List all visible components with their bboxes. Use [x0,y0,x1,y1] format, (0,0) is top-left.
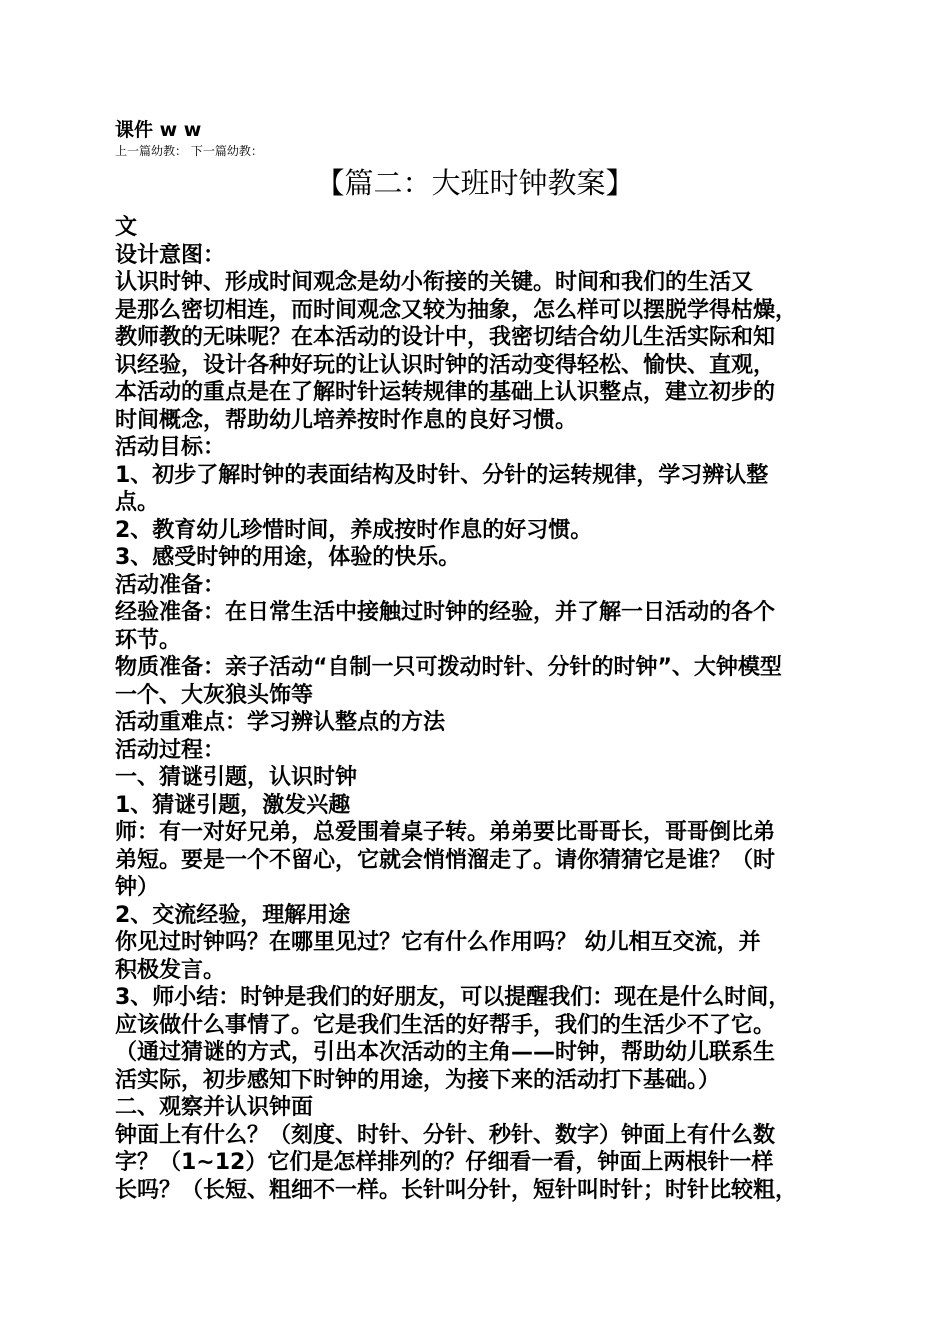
text-line: 1、初步了解时钟的表面结构及时针、分针的运转规律，学习辨认整 [115,462,769,488]
text-line: 认识时钟、形成时间观念是幼小衔接的关键。时间和我们的生活又 [115,270,754,295]
text-line: 3、感受时钟的用途，体验的快乐。 [115,545,461,570]
text-line: 字？（1~12）它们是怎样排列的？仔细看一看，钟面上两根针一样 [115,1150,774,1175]
text-line: 教师教的无味呢？在本活动的设计中，我密切结合幼儿生活实际和知 [115,325,776,350]
header-title: 课件 w w [115,119,202,141]
text-line: 弟短。要是一个不留心，它就会悄悄溜走了。请你猜猜它是谁？（时 [115,847,776,873]
text-line: 活动目标： [115,435,226,460]
text-line: 活动重难点：学习辨认整点的方法 [115,710,446,735]
text-line: 活动过程： [115,737,226,763]
text-line: 2、交流经验，理解用途 [115,902,351,928]
text-line: 长吗？（长短、粗细不一样。长针叫分针，短针叫时针；时针比较粗， [115,1177,798,1203]
document-body [115,214,845,1204]
text-line: 一、猜谜引题，认识时钟 [115,765,358,790]
text-line: 1、猜谜引题，激发兴趣 [115,792,351,818]
text-line: 活实际，初步感知下时钟的用途，为接下来的活动打下基础。） [115,1067,721,1093]
text-line: 物质准备：亲子活动“自制一只可拨动时针、分针的时钟”、大钟模型 [115,655,782,680]
text-line: 二、观察并认识钟面 [115,1095,314,1120]
text-line: 时间概念，帮助幼儿培养按时作息的良好习惯。 [115,407,578,433]
text-line: 文 [115,215,138,240]
text-line: 钟面上有什么？（刻度、时针、分针、秒针、数字）钟面上有什么数 [115,1122,776,1148]
text-line: 环节。 [115,627,182,653]
text-line: 本活动的重点是在了解时针运转规律的基础上认识整点，建立初步的 [115,380,776,405]
text-line: 一个、大灰狼头饰等 [115,682,314,708]
text-line: 识经验，设计各种好玩的让认识时钟的活动变得轻松、愉快、直观， [115,352,776,378]
text-line: 应该做什么事情了。它是我们生活的好帮手，我们的生活少不了它。 [115,1012,776,1038]
text-line: 2、教育幼儿珍惜时间，养成按时作息的好习惯。 [115,517,593,543]
text-line: 你见过时钟吗？在哪里见过？它有什么作用吗？ 幼儿相互交流，并 [115,930,761,955]
text-line: 活动准备： [115,572,226,598]
text-line: 是那么密切相连，而时间观念又较为抽象，怎么样可以摆脱学得枯燥， [115,297,798,323]
header-nav: 上一篇幼教： 下一篇幼教： [115,144,263,158]
text-line: （通过猜谜的方式，引出本次活动的主角——时钟，帮助幼儿联系生 [115,1040,776,1065]
text-line: 钟） [115,875,160,900]
text-line: 师：有一对好兄弟，总爱围着桌子转。弟弟要比哥哥长，哥哥倒比弟 [115,820,776,845]
text-line: 设计意图： [115,242,226,268]
document-title: 【篇二：大班时钟教案】 [315,166,635,200]
text-line: 积极发言。 [115,957,226,983]
text-line: 3、师小结：时钟是我们的好朋友，可以提醒我们：现在是什么时间， [115,985,791,1010]
text-line: 点。 [115,490,160,515]
text-line: 经验准备：在日常生活中接触过时钟的经验，并了解一日活动的各个 [115,600,776,625]
